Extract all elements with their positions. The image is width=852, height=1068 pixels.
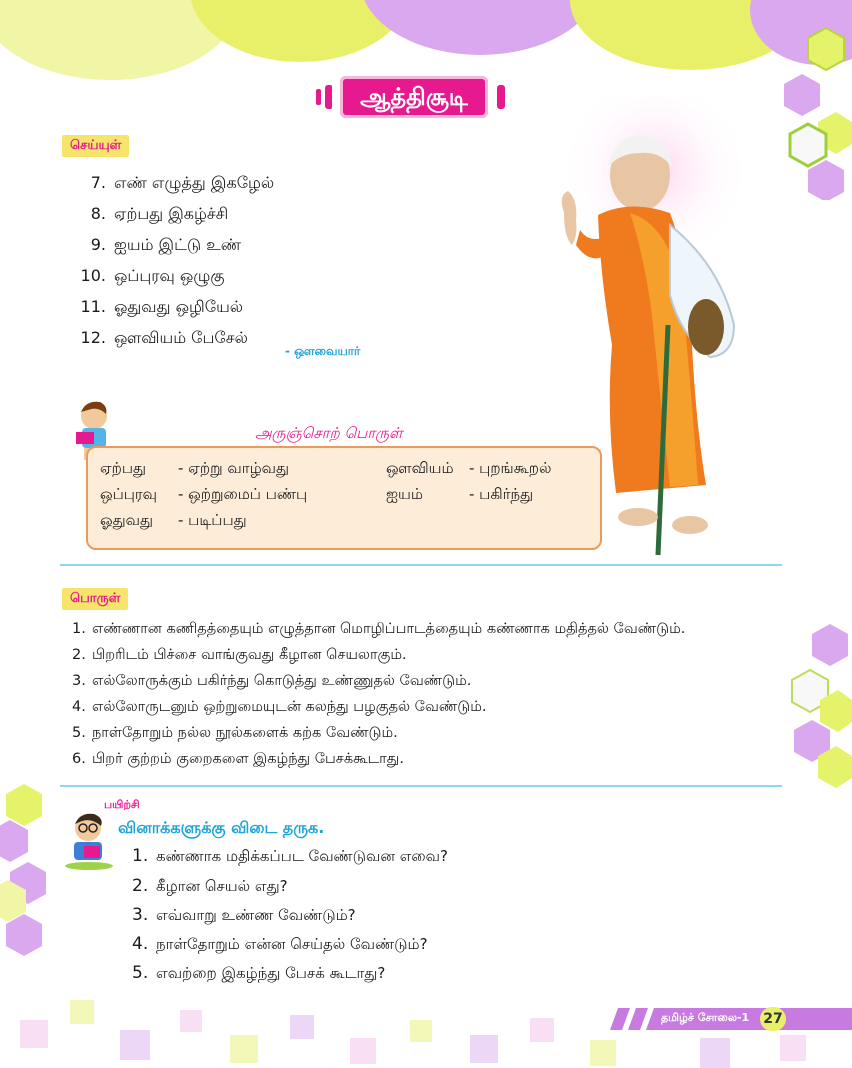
question-item: 2. கீழான செயல் எது? bbox=[132, 876, 288, 896]
verse-line: 12. ஔவியம் பேசேல் bbox=[80, 328, 248, 347]
glossary-title: அருஞ்சொற் பொருள் bbox=[255, 424, 403, 442]
glossary-meaning: - ஏற்று வாழ்வது bbox=[178, 459, 289, 477]
meaning-line: 6. பிறர் குற்றம் குறைகளை இகழ்ந்து பேசக்கூடாது. bbox=[72, 751, 404, 767]
title-ornament-right bbox=[492, 85, 508, 109]
verse-line: 7. எண் எழுத்து இகழேல் bbox=[90, 173, 275, 192]
verse-line: 8. ஏற்பது இகழ்ச்சி bbox=[90, 204, 229, 223]
glossary-item: ஔவியம் bbox=[386, 459, 454, 477]
poem-author: - ஔவையார் bbox=[285, 344, 361, 358]
glossary-item: ஓதுவது bbox=[100, 511, 153, 529]
top-decoration bbox=[0, 0, 852, 80]
glossary-meaning: - புறங்கூறல் bbox=[469, 459, 552, 477]
title-ornament-left bbox=[316, 85, 332, 109]
hexagon-decoration-right-middle bbox=[790, 620, 852, 790]
question-item: 1. கண்ணாக மதிக்கப்பட வேண்டுவன எவை? bbox=[132, 846, 448, 866]
footer-book-title: தமிழ்ச் சோலை-1 bbox=[661, 1011, 750, 1024]
exercise-label: பயிற்சி bbox=[104, 798, 140, 811]
section-divider bbox=[60, 564, 782, 566]
question-item: 4. நாள்தோறும் என்ன செய்தல் வேண்டும்? bbox=[132, 934, 428, 954]
meaning-line: 3. எல்லோருக்கும் பகிர்ந்து கொடுத்து உண்ணுதல் வேண்டும். bbox=[72, 673, 472, 689]
exercise-heading: வினாக்களுக்கு விடை தருக. bbox=[118, 818, 325, 837]
verse-line: 11. ஓதுவது ஒழியேல் bbox=[80, 297, 244, 316]
glossary-item: ஏற்பது bbox=[100, 459, 147, 477]
meaning-line: 4. எல்லோருடனும் ஒற்றுமையுடன் கலந்து பழகுதல் வேண்டும். bbox=[72, 699, 487, 715]
meaning-line: 2. பிறரிடம் பிச்சை வாங்குவது கீழான செயலாகும். bbox=[72, 647, 407, 663]
meaning-line: 1. எண்ணான கணிதத்தையும் எழுத்தான மொழிப்பாடத்தையும் கண்ணாக மதித்தல் வேண்டும். bbox=[72, 621, 686, 637]
hexagon-decoration-right bbox=[780, 20, 852, 200]
poem-section-tag: செய்யுள் bbox=[62, 135, 129, 157]
glossary-item: ஒப்புரவு bbox=[100, 485, 157, 503]
meaning-section-tag: பொருள் bbox=[62, 588, 128, 610]
page-title: ஆத்திசூடி bbox=[340, 76, 488, 118]
glossary-meaning: - படிப்பது bbox=[178, 511, 247, 529]
verse-line: 9. ஐயம் இட்டு உண் bbox=[90, 235, 242, 254]
meaning-line: 5. நாள்தோறும் நல்ல நூல்களைக் கற்க வேண்டும். bbox=[72, 725, 398, 741]
glossary-meaning: - ஒற்றுமைப் பண்பு bbox=[178, 485, 308, 503]
hexagon-decoration-left bbox=[0, 780, 50, 960]
verse-line: 10. ஒப்புரவு ஒழுகு bbox=[80, 266, 225, 285]
glossary-item: ஐயம் bbox=[386, 485, 423, 503]
question-item: 5. எவற்றை இகழ்ந்து பேசக் கூடாது? bbox=[132, 963, 386, 983]
student-icon bbox=[62, 812, 116, 870]
glossary-meaning: - பகிர்ந்து bbox=[469, 485, 534, 503]
question-item: 3. எவ்வாறு உண்ண வேண்டும்? bbox=[132, 905, 356, 925]
section-divider bbox=[60, 785, 782, 787]
page-number: 27 bbox=[760, 1007, 786, 1031]
